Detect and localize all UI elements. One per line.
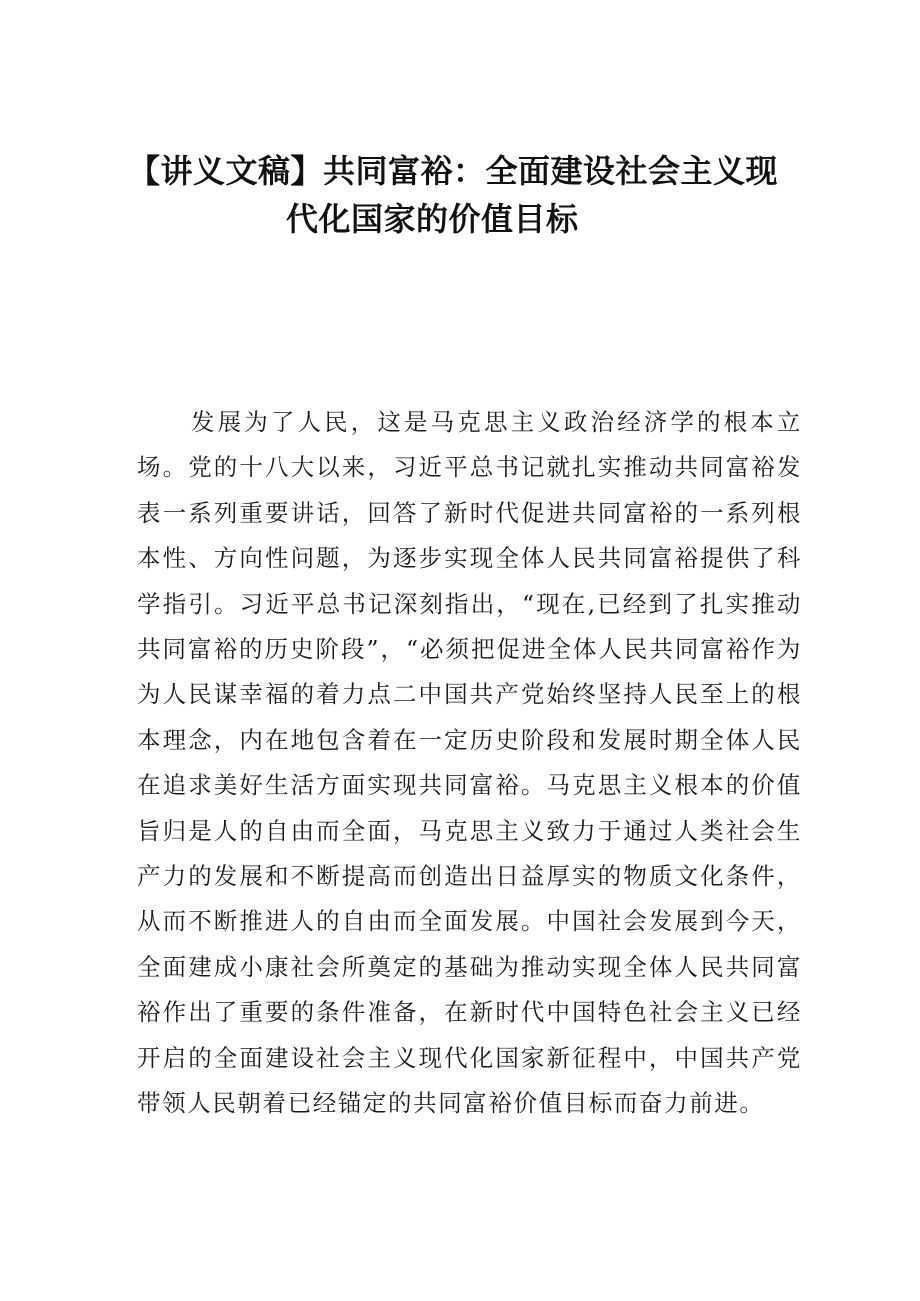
title-line-2: 代化国家的价值目标: [286, 200, 579, 238]
title-line-1: 【讲义文稿】共同富裕：全面建设社会主义现: [128, 152, 779, 190]
body-paragraph: 发展为了人民，这是马克思主义政治经济学的根本立场。党的十八大以来，习近平总书记就扎实推动共同富裕发表一系列重要讲话，回答了新时代促进共同富裕的一系列根本性、方向性问题，为逐步实现全体人民共同富裕提供了科学指引。习近平总书记深刻指出，“现在,已经到了扎实推动共同富裕的历史阶段”，“必须把促进全体人民共同富裕作为为人民谋幸福的着力点二中国共产党始终坚持人民至上的根本理念，内在地包含着在一定历史阶段和发展时期全体人民在追求美好生活方面实现共同富裕。马克思主义根本的价值旨归是人的自由而全面，马克思主义致力于通过人类社会生产力的发展和不断提高而创造出日益厚实的物质文化条件，从而不断推进人的自由而全面发展。中国社会发展到今天，全面建成小康社会所奠定的基础为推动实现全体人民共同富裕作出了重要的条件准备，在新时代中国特色社会主义已经开启的全面建设社会主义现代化国家新征程中，中国共产党带领人民朝着已经锚定的共同富裕价值目标而奋力前进。: [137, 408, 802, 1118]
